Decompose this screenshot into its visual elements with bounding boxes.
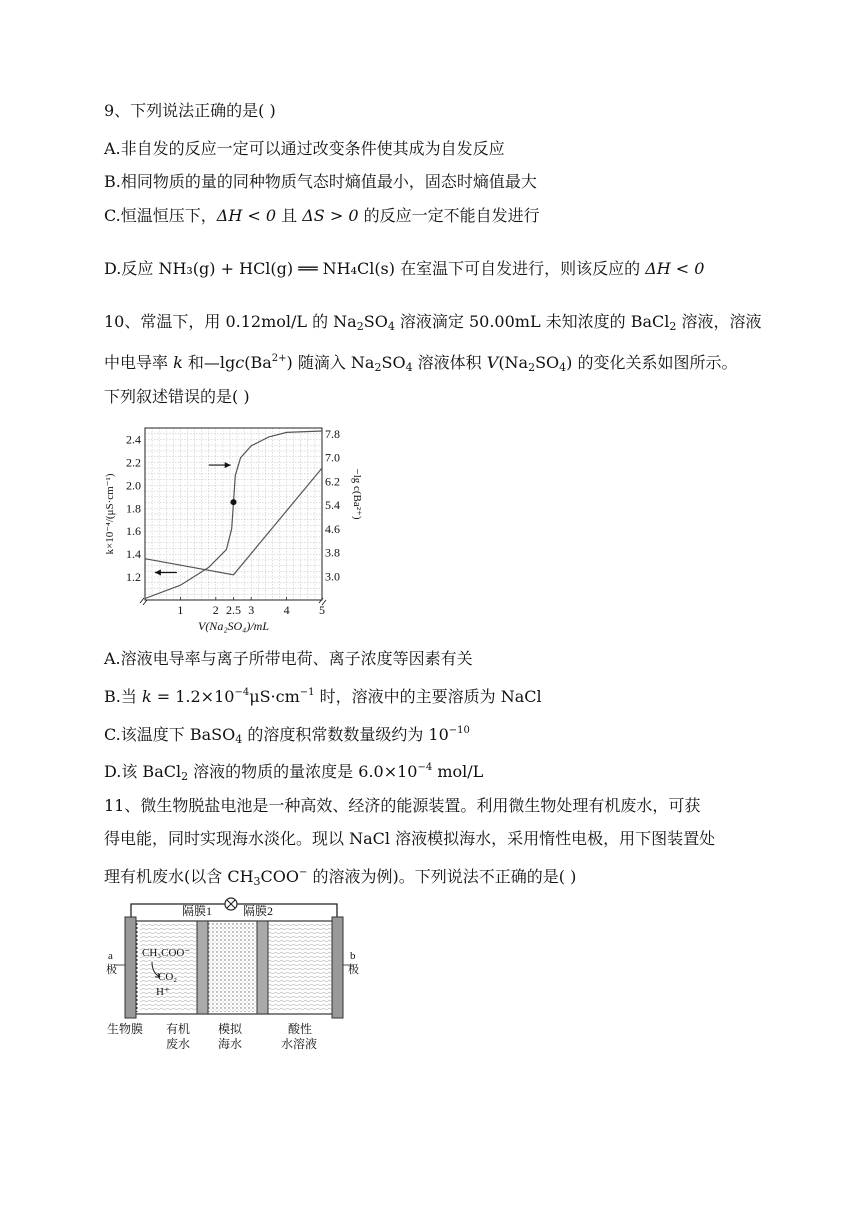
q10-l2-sub: 4 bbox=[559, 361, 567, 374]
x-tick-label: 5 bbox=[319, 603, 325, 617]
q10-l2-text: (Na bbox=[498, 353, 529, 372]
y-left-axis-title: k×10⁻⁴/(μS·cm⁻¹) bbox=[104, 473, 116, 555]
q10-l1-text: 溶液滴定 50.00mL 未知浓度的 BaCl bbox=[394, 312, 670, 331]
y-right-tick-label: 3.8 bbox=[325, 545, 340, 560]
q9-option-d bbox=[104, 258, 704, 280]
q10-b-post: 时，溶液中的主要溶质为 NaCl bbox=[314, 687, 542, 706]
acid-label-2: 水溶液 bbox=[281, 1037, 318, 1051]
organic-chamber bbox=[140, 923, 197, 1012]
q10-c-text: C.该温度下 BaSO bbox=[104, 725, 236, 744]
q10-l1-text: SO bbox=[363, 312, 388, 331]
q9-d-eq: NH₃(g) + HCl(g) ══ NH₄Cl(s) bbox=[158, 259, 396, 278]
q10-l2-text: 和—lg bbox=[182, 353, 236, 372]
q11-l3-text: COO bbox=[260, 867, 300, 886]
q10-d-text: D.该 BaCl bbox=[104, 762, 182, 781]
q11-l3-sup: − bbox=[299, 867, 308, 878]
y-left-tick-label: 1.2 bbox=[126, 570, 141, 585]
q11-l3-post: 的溶液为例)。下列说法不正确的是( ) bbox=[307, 867, 577, 886]
desalination-cell-diagram bbox=[100, 895, 380, 1065]
q9-c-pre: C.恒温恒压下， bbox=[104, 206, 217, 225]
q10-d-post: mol/L bbox=[432, 762, 484, 781]
q10-b-text: = 1.2×10 bbox=[151, 687, 235, 706]
q10-stem-line1 bbox=[104, 311, 762, 338]
q10-l1-sub: 2 bbox=[669, 320, 677, 333]
y-right-tick-label: 3.0 bbox=[325, 569, 340, 584]
species-h: H⁺ bbox=[156, 986, 170, 998]
seawater-chamber bbox=[208, 923, 257, 1012]
q10-b-text: B.当 bbox=[104, 687, 142, 706]
y-left-tick-label: 2.2 bbox=[126, 455, 141, 470]
q11-stem-line2: 得电能，同时实现海水淡化。现以 NaCl 溶液模拟海水，采用惰性电极，用下图装置处 bbox=[104, 829, 716, 848]
q10-l2-sub: 2 bbox=[528, 361, 536, 374]
y-left-tick-label: 1.8 bbox=[126, 501, 141, 516]
q10-b-sup: −1 bbox=[299, 687, 315, 698]
x-tick-label: 3 bbox=[248, 603, 255, 617]
q10-l2-v: V bbox=[486, 353, 499, 372]
chart-series bbox=[145, 431, 322, 599]
q9-c-ds: ΔS > 0 bbox=[302, 206, 359, 225]
x-tick-label: 4 bbox=[283, 603, 290, 617]
q10-l1-sub: 2 bbox=[356, 320, 364, 333]
organic-label-1: 有机 bbox=[166, 1022, 191, 1036]
q11-l3-sub: 3 bbox=[253, 875, 261, 888]
x-tick-label: 2 bbox=[212, 603, 219, 617]
electrode-b bbox=[332, 917, 343, 1018]
q9-d-dh: ΔH < 0 bbox=[645, 259, 705, 278]
q9-option-a: A.非自发的反应一定可以通过改变条件使其成为自发反应 bbox=[104, 139, 505, 158]
species-co2: CO₂ bbox=[158, 971, 178, 983]
q10-l1-post: 溶液，溶液 bbox=[676, 312, 762, 331]
q9-d-pre: D.反应 bbox=[104, 259, 159, 278]
q11-stem-line3 bbox=[104, 862, 576, 893]
q10-l1-pre: 10、常温下，用 0.12mol/L 的 Na bbox=[104, 312, 357, 331]
q10-l2-c: c bbox=[235, 353, 245, 372]
lg-ba-curve bbox=[145, 431, 322, 599]
x-tick-label: 2.5 bbox=[226, 603, 241, 617]
q11-stem-line1: 11、微生物脱盐电池是一种高效、经济的能源装置。利用微生物处理有机废水，可获 bbox=[104, 796, 701, 815]
titration-chart bbox=[100, 422, 363, 637]
q10-c-sup: −10 bbox=[448, 725, 470, 736]
q10-l2-sub: 2 bbox=[374, 361, 382, 374]
y-right-axis-title: −lg c(Ba²⁺) bbox=[351, 468, 363, 520]
q9-stem: 9、下列说法正确的是( ) bbox=[104, 101, 276, 120]
q10-l2-k: k bbox=[173, 353, 183, 372]
q10-d-sup: −4 bbox=[417, 762, 433, 773]
membrane1-label: 隔膜1 bbox=[182, 904, 213, 918]
q10-l1-sub: 4 bbox=[387, 320, 395, 333]
electrode-a-label2: 极 bbox=[106, 964, 117, 976]
q10-b-text: μS·cm bbox=[249, 687, 300, 706]
q10-c-sub: 4 bbox=[235, 733, 243, 746]
biofilm-label: 生物膜 bbox=[107, 1022, 144, 1036]
q10-l2-sup: 2+ bbox=[271, 353, 287, 364]
q10-d-text: 溶液的物质的量浓度是 6.0×10 bbox=[188, 762, 418, 781]
q11-l3-text: 理有机废水(以含 CH bbox=[104, 867, 254, 886]
y-right-tick-label: 6.2 bbox=[325, 474, 340, 489]
x-axis-title: V(Na₂SO₄)/mL bbox=[197, 619, 270, 633]
equivalence-point bbox=[231, 499, 237, 505]
q10-stem-line2 bbox=[104, 348, 738, 379]
chart-labels bbox=[104, 427, 363, 633]
q9-option-c bbox=[104, 205, 540, 227]
q10-d-sub: 2 bbox=[181, 770, 189, 783]
q9-c-post: 的反应一定不能自发进行 bbox=[358, 206, 540, 225]
q10-option-a: A.溶液电导率与离子所带电荷、离子浓度等因素有关 bbox=[104, 649, 473, 668]
membrane-2 bbox=[257, 921, 268, 1014]
acid-label-1: 酸性 bbox=[288, 1022, 313, 1036]
q9-c-mid: 且 bbox=[276, 206, 303, 225]
q10-l2-sub: 4 bbox=[405, 361, 413, 374]
acid-chamber bbox=[268, 923, 337, 1012]
arrow-left-head bbox=[155, 569, 161, 575]
y-left-tick-label: 1.4 bbox=[126, 547, 141, 562]
electrode-a bbox=[125, 917, 136, 1018]
q10-stem-line3: 下列叙述错误的是( ) bbox=[104, 387, 250, 406]
q9-c-dh: ΔH < 0 bbox=[216, 206, 277, 225]
axis-break-left bbox=[140, 598, 147, 605]
membrane2-label: 隔膜2 bbox=[243, 904, 274, 918]
q10-l2-text: (Ba bbox=[244, 353, 272, 372]
conductivity-line bbox=[145, 468, 322, 575]
electrode-b-label2: 极 bbox=[348, 964, 359, 976]
y-right-tick-label: 4.6 bbox=[325, 521, 340, 536]
q9-option-b: B.相同物质的量的同种物质气态时熵值最小，固态时熵值最大 bbox=[104, 172, 537, 191]
q10-l2-text: 溶液体积 bbox=[412, 353, 487, 372]
q10-option-d bbox=[104, 757, 483, 788]
q10-l2-post: ) 的变化关系如图所示。 bbox=[566, 353, 738, 372]
electrode-a-label: a bbox=[108, 950, 113, 962]
q10-b-sup: −4 bbox=[234, 687, 250, 698]
electrode-b-label: b bbox=[350, 950, 356, 962]
q10-b-k: k bbox=[141, 687, 152, 706]
q10-l2-text: 中电导率 bbox=[104, 353, 174, 372]
q10-option-c bbox=[104, 720, 470, 751]
organic-label-2: 废水 bbox=[166, 1037, 191, 1051]
y-right-tick-label: 7.0 bbox=[325, 450, 340, 465]
seawater-label-1: 模拟 bbox=[218, 1022, 243, 1036]
q10-l2-text: ) 随滴入 Na bbox=[286, 353, 375, 372]
q10-c-text: 的溶度积常数数量级约为 10 bbox=[242, 725, 449, 744]
q10-option-b bbox=[104, 682, 542, 708]
y-left-tick-label: 1.6 bbox=[126, 524, 141, 539]
x-tick-label: 1 bbox=[177, 603, 184, 617]
seawater-label-2: 海水 bbox=[218, 1037, 243, 1051]
species-acetate: CH₃COO⁻ bbox=[142, 947, 191, 959]
y-left-tick-label: 2.4 bbox=[126, 432, 141, 447]
q9-d-mid: 在室温下可自发进行，则该反应的 bbox=[395, 259, 646, 278]
y-left-tick-label: 2.0 bbox=[126, 478, 141, 493]
y-right-tick-label: 7.8 bbox=[325, 426, 340, 441]
q10-l2-text: SO bbox=[381, 353, 406, 372]
q10-l2-text: SO bbox=[535, 353, 560, 372]
membrane-1 bbox=[197, 921, 208, 1014]
y-right-tick-label: 5.4 bbox=[325, 498, 340, 513]
